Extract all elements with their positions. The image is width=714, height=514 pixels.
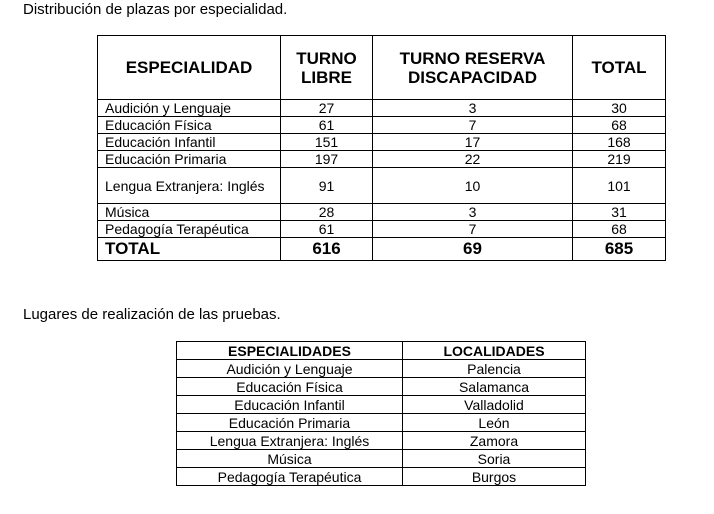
cell-total: 68 <box>573 221 666 238</box>
cell-turno-reserva: 3 <box>373 100 573 117</box>
cell-localidad: Soria <box>403 450 586 468</box>
cell-turno-libre: 61 <box>281 221 373 238</box>
cell-total: 31 <box>573 204 666 221</box>
table-header-row <box>177 342 586 360</box>
cell-localidad: Valladolid <box>403 396 586 414</box>
header-especialidades: ESPECIALIDADES <box>177 342 403 360</box>
cell-especialidad: Educación Infantil <box>98 134 281 151</box>
header-localidades: LOCALIDADES <box>403 342 586 360</box>
cell-total: 219 <box>573 151 666 168</box>
cell-total-turno-libre: 616 <box>281 238 373 261</box>
table-row <box>98 168 666 204</box>
cell-especialidad: Educación Primaria <box>177 414 403 432</box>
cell-turno-reserva: 7 <box>373 221 573 238</box>
table-row <box>98 151 666 168</box>
cell-turno-reserva: 10 <box>373 168 573 204</box>
cell-especialidad: Pedagogía Terapéutica <box>98 221 281 238</box>
cell-total-label: TOTAL <box>98 238 281 261</box>
locations-table <box>176 341 586 486</box>
cell-especialidad: Lengua Extranjera: Inglés <box>98 168 281 204</box>
total-row <box>98 238 666 261</box>
table-row <box>98 100 666 117</box>
table-row <box>98 204 666 221</box>
cell-especialidad: Educación Infantil <box>177 396 403 414</box>
cell-turno-libre: 27 <box>281 100 373 117</box>
distribution-heading: Distribución de plazas por especialidad. <box>23 1 288 18</box>
cell-especialidad: Educación Física <box>98 117 281 134</box>
table-row <box>177 414 586 432</box>
cell-turno-libre: 91 <box>281 168 373 204</box>
cell-turno-libre: 151 <box>281 134 373 151</box>
cell-especialidad: Música <box>177 450 403 468</box>
cell-total: 168 <box>573 134 666 151</box>
cell-especialidad: Audición y Lenguaje <box>98 100 281 117</box>
cell-especialidad: Pedagogía Terapéutica <box>177 468 403 486</box>
cell-especialidad: Audición y Lenguaje <box>177 360 403 378</box>
cell-especialidad: Lengua Extranjera: Inglés <box>177 432 403 450</box>
cell-especialidad: Música <box>98 204 281 221</box>
table-row <box>177 450 586 468</box>
distribution-table <box>97 35 666 261</box>
cell-especialidad: Educación Física <box>177 378 403 396</box>
table-row <box>177 432 586 450</box>
cell-localidad: Salamanca <box>403 378 586 396</box>
table-row <box>177 378 586 396</box>
locations-heading: Lugares de realización de las pruebas. <box>23 306 281 323</box>
cell-localidad: León <box>403 414 586 432</box>
cell-turno-libre: 28 <box>281 204 373 221</box>
cell-turno-reserva: 22 <box>373 151 573 168</box>
cell-especialidad: Educación Primaria <box>98 151 281 168</box>
cell-turno-libre: 61 <box>281 117 373 134</box>
header-turno-reserva: TURNO RESERVA DISCAPACIDAD <box>373 36 573 100</box>
table-row <box>98 117 666 134</box>
header-total: TOTAL <box>573 36 666 100</box>
table-row <box>98 221 666 238</box>
table-header-row <box>98 36 666 100</box>
cell-total: 68 <box>573 117 666 134</box>
cell-localidad: Burgos <box>403 468 586 486</box>
cell-total-turno-reserva: 69 <box>373 238 573 261</box>
table-row <box>177 468 586 486</box>
table-row <box>177 396 586 414</box>
cell-total: 101 <box>573 168 666 204</box>
header-turno-libre: TURNO LIBRE <box>281 36 373 100</box>
cell-turno-reserva: 3 <box>373 204 573 221</box>
cell-localidad: Zamora <box>403 432 586 450</box>
table-row <box>177 360 586 378</box>
cell-turno-libre: 197 <box>281 151 373 168</box>
cell-total: 30 <box>573 100 666 117</box>
cell-localidad: Palencia <box>403 360 586 378</box>
cell-turno-reserva: 17 <box>373 134 573 151</box>
cell-total-total: 685 <box>573 238 666 261</box>
cell-turno-reserva: 7 <box>373 117 573 134</box>
header-especialidad: ESPECIALIDAD <box>98 36 281 100</box>
table-row <box>98 134 666 151</box>
